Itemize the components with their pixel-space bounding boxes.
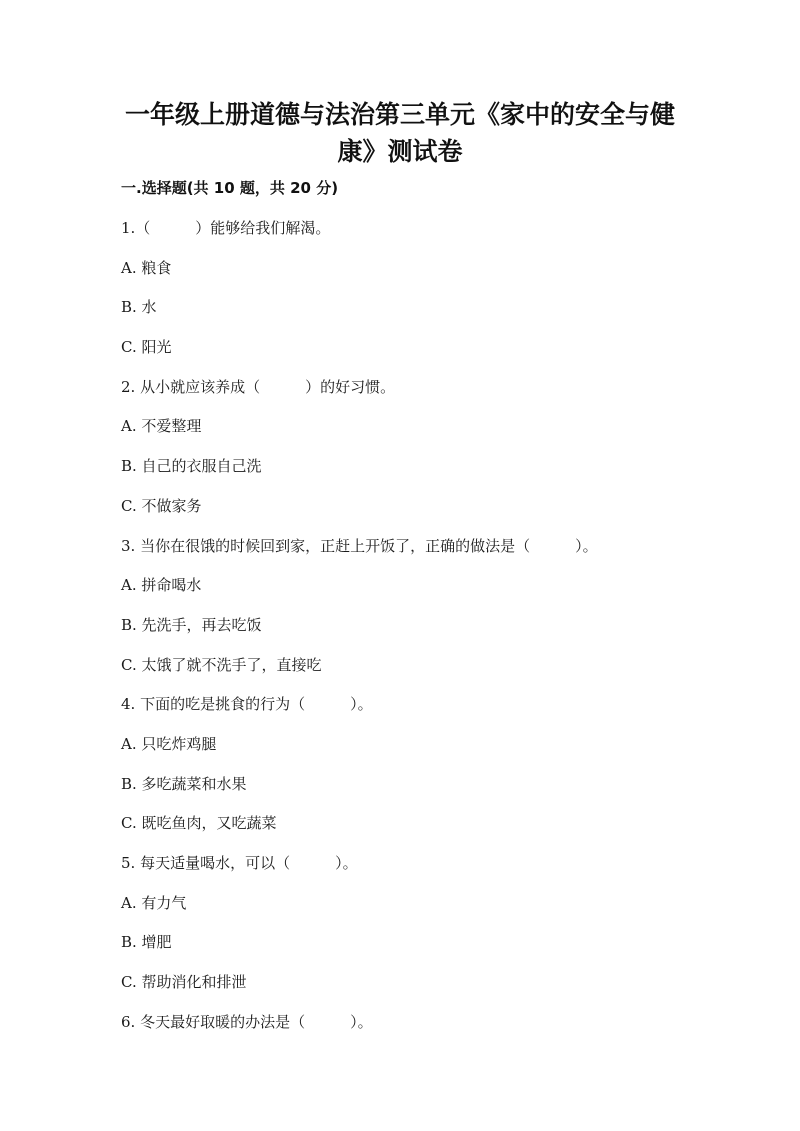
question-6: 6. 冬天最好取暖的办法是（ ）。 xyxy=(121,1012,373,1031)
question-2-option-b: B. 自己的衣服自己洗 xyxy=(121,457,262,476)
question-4-option-b: B. 多吃蔬菜和水果 xyxy=(121,774,247,793)
page-title xyxy=(110,96,690,170)
question-2-option-c: C. 不做家务 xyxy=(121,496,202,515)
question-1-option-b: B. 水 xyxy=(121,298,157,317)
section-heading: 一.选择题(共 10 题，共 20 分) xyxy=(121,179,339,197)
page-title-line-2: 康》测试卷 xyxy=(337,137,463,166)
question-5-option-b: B. 增肥 xyxy=(121,933,172,952)
question-4-option-a: A. 只吃炸鸡腿 xyxy=(121,734,217,753)
question-4-option-c: C. 既吃鱼肉，又吃蔬菜 xyxy=(121,814,277,833)
question-3: 3. 当你在很饿的时候回到家，正赶上开饭了，正确的做法是（ ）。 xyxy=(121,536,598,555)
question-4: 4. 下面的吃是挑食的行为（ ）。 xyxy=(121,695,373,714)
question-1-option-c: C. 阳光 xyxy=(121,338,172,357)
question-3-option-b: B. 先洗手，再去吃饭 xyxy=(121,615,262,634)
question-3-option-a: A. 拼命喝水 xyxy=(121,576,202,595)
question-list xyxy=(121,218,741,1051)
question-3-option-c: C. 太饿了就不洗手了，直接吃 xyxy=(121,655,322,674)
question-1-option-a: A. 粮食 xyxy=(121,258,172,277)
question-5: 5. 每天适量喝水，可以（ ）。 xyxy=(121,854,358,872)
page-title-line-1: 一年级上册道德与法治第三单元《家中的安全与健 xyxy=(124,100,675,129)
question-2: 2. 从小就应该养成（ ）的好习惯。 xyxy=(121,377,396,396)
question-1: 1.（ ）能够给我们解渴。 xyxy=(121,219,331,237)
question-5-option-a: A. 有力气 xyxy=(121,893,187,912)
question-5-option-c: C. 帮助消化和排泄 xyxy=(121,973,247,992)
question-2-option-a: A. 不爱整理 xyxy=(121,417,202,436)
